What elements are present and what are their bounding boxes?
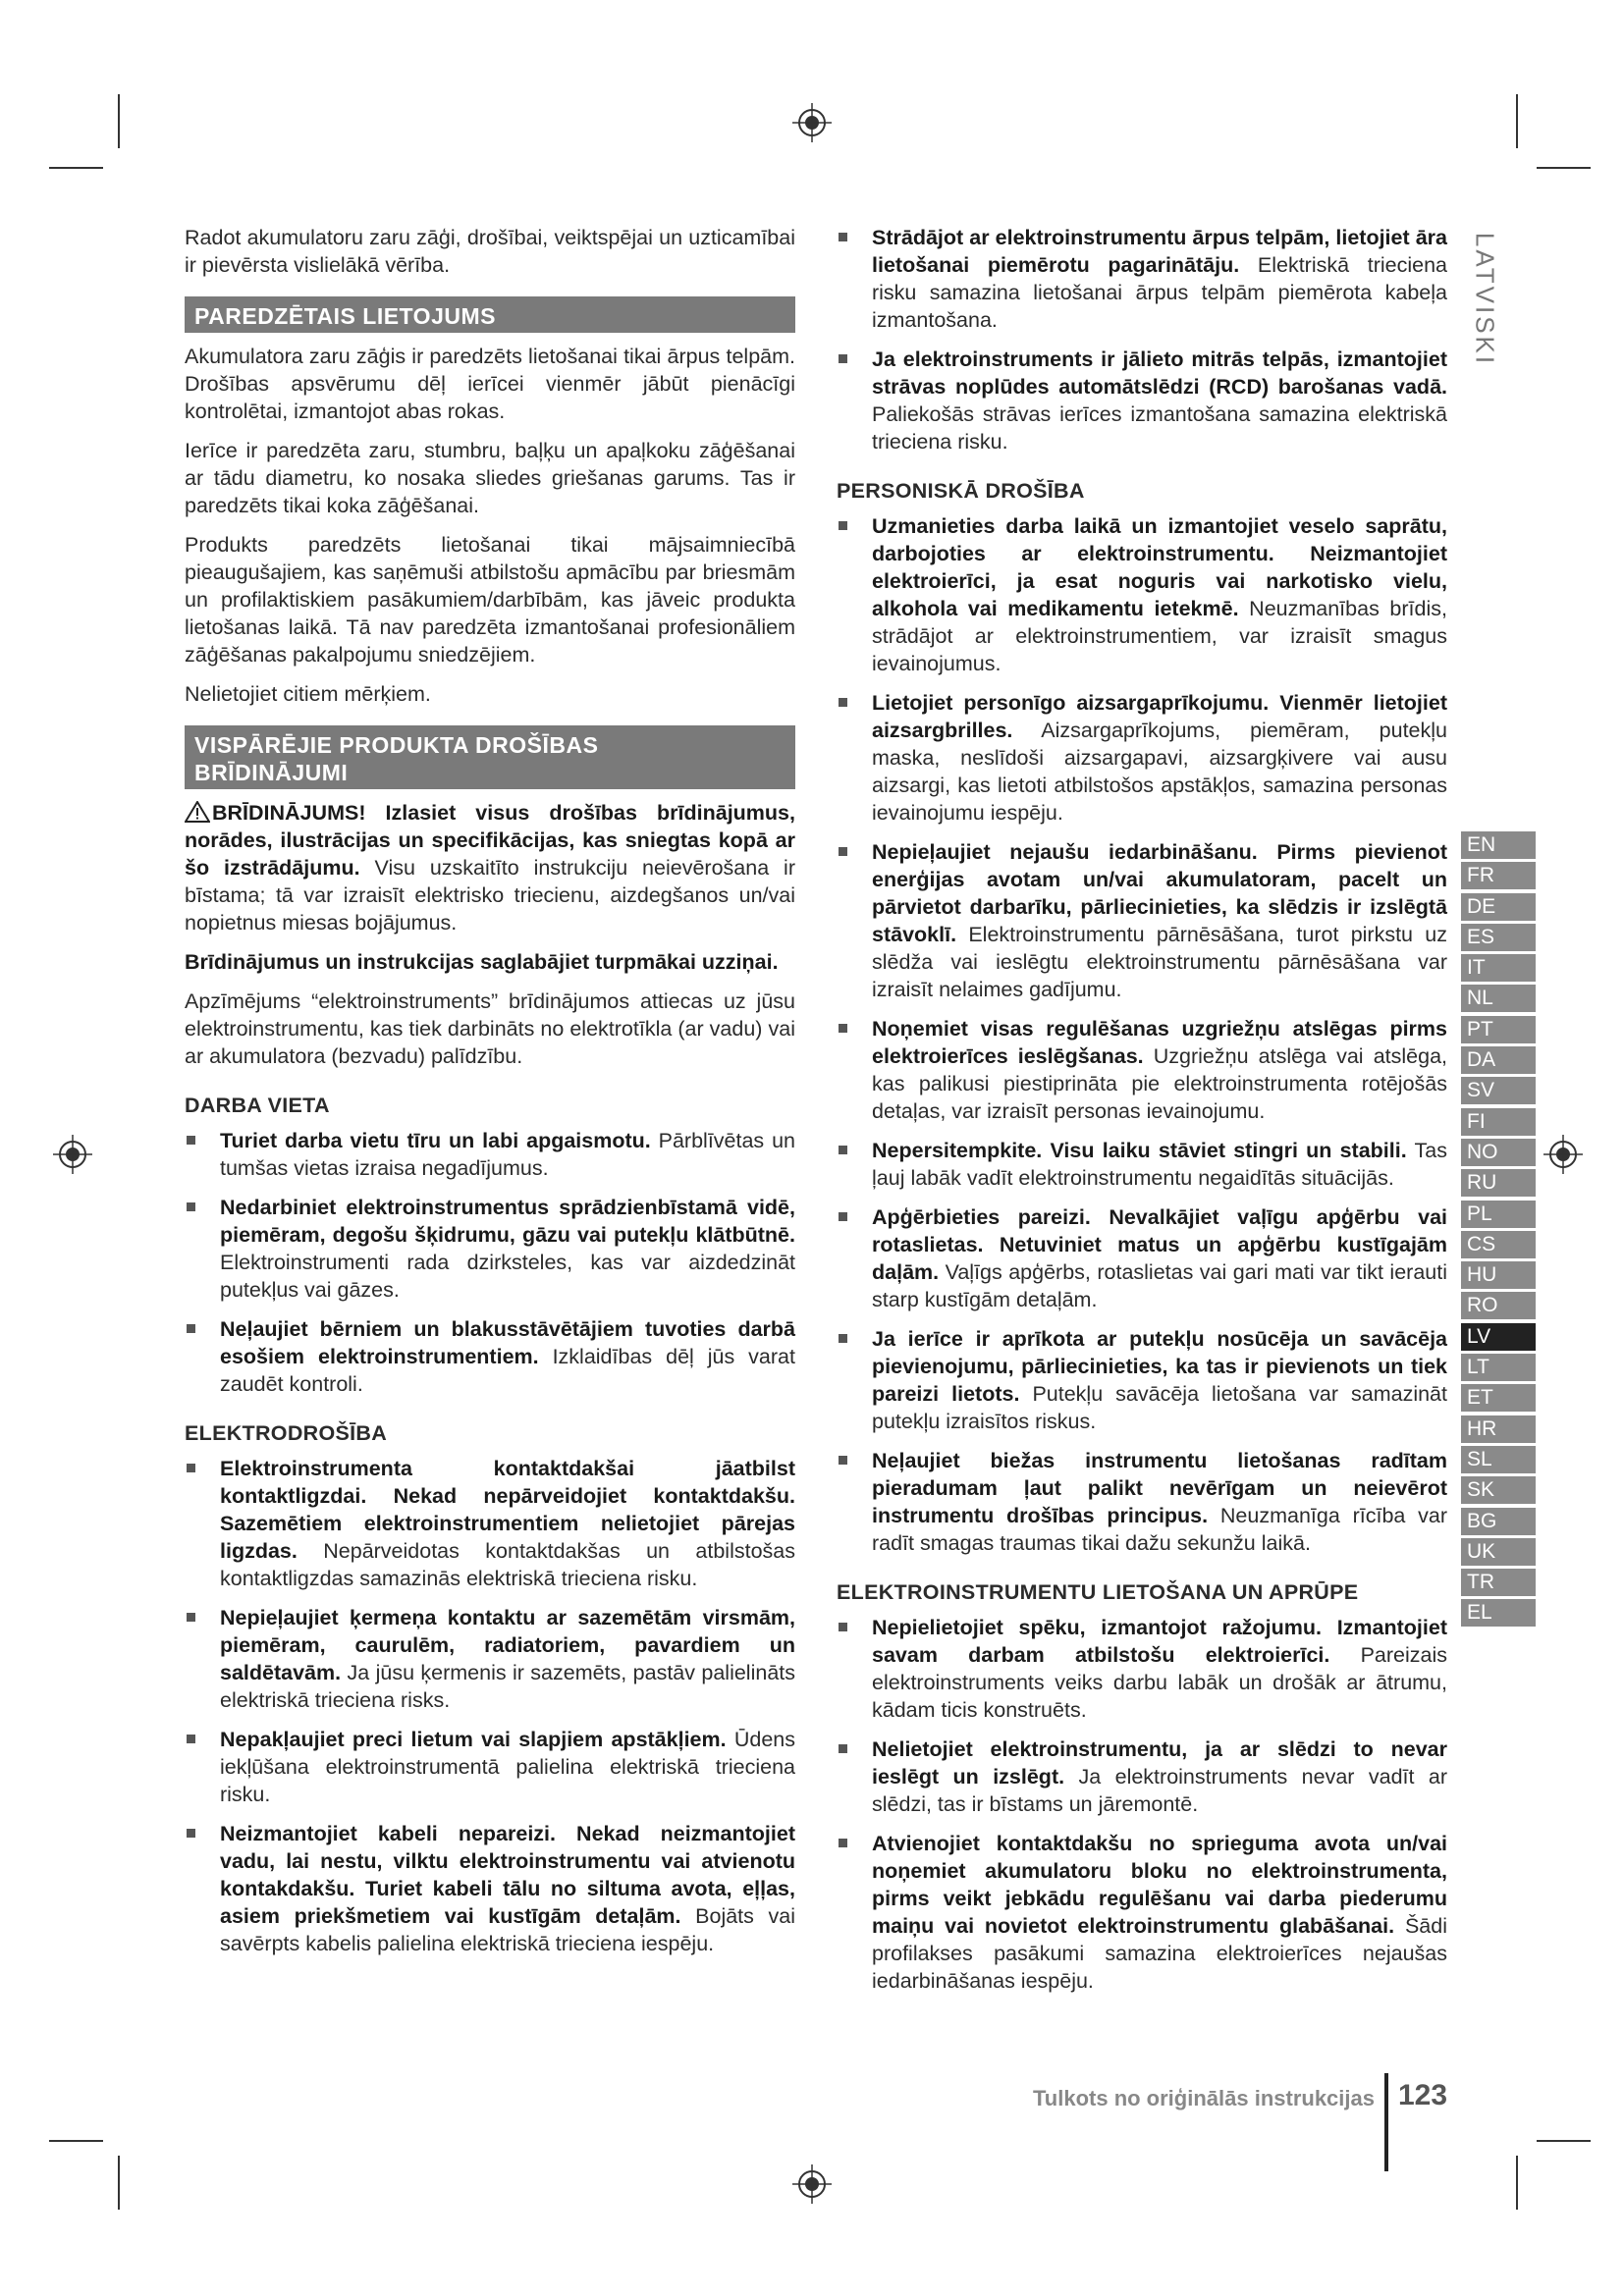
registration-mark-icon (792, 2164, 832, 2204)
right-column (837, 224, 1447, 2006)
footer-divider (1384, 2073, 1388, 2171)
registration-mark-icon (792, 103, 832, 142)
item-bold: Nelietojiet elektroinstrumentu, ja ar slēdzi to nevar ieslēgt un izslēgt. (872, 1737, 1447, 1789)
item-bold: Noņemiet visas regulēšanas uzgriežņu atslēgas pirms elektroierīces ieslēgšanas. (872, 1017, 1447, 1068)
personal-list (837, 512, 1447, 1557)
list-item (185, 1820, 795, 1957)
list-item (185, 1127, 795, 1182)
item-bold: Elektroinstrumenta kontaktdakšai jāatbilst kontaktligzdai. Nekad nepārveidojiet kontaktdakšu. Sazemētiem elektroinstrumentiem nelietojiet pārejas ligzdas. (220, 1457, 795, 1563)
item-text: Aizsargaprīkojums, piemēram, putekļu maska, neslīdoši aizsargapavi, aizsargķivere vai ausu aizsargi, kas lietoti atbilstošos apstākļos, samazina personas ievainojumu iespēju. (872, 719, 1447, 825)
item-text: Elektriskā trieciena risku samazina lietošanai ārpus telpām piemērota kabeļa izmantošana. (872, 253, 1447, 332)
list-item (837, 838, 1447, 1003)
keep-instructions: Brīdinājumus un instrukcijas saglabājiet turpmākai uzziņai. (185, 950, 779, 974)
subheading-personal-safety: PERSONISKĀ DROŠĪBA (837, 479, 1085, 503)
item-text: Elektroinstrumenti rada dzirksteles, kas var aizdedzināt putekļus vai gāzes. (220, 1251, 795, 1302)
list-item (837, 689, 1447, 827)
item-text: Vaļīgs apģērbs, rotaslietas vai gari mati var tikt ierauti starp kustīgām detaļām. (872, 1260, 1447, 1311)
list-item (837, 1735, 1447, 1818)
language-tab-de: DE (1461, 893, 1536, 921)
crop-mark (1537, 167, 1591, 169)
item-bold: Turiet darba vietu tīru un labi apgaismotu. (220, 1129, 651, 1152)
item-text: Ūdens iekļūšana elektroinstrumentā palielina elektriskā trieciena risku. (220, 1728, 795, 1806)
list-item (185, 1315, 795, 1398)
item-bold: Uzmanieties darba laikā un izmantojiet veselo saprātu, darbojoties ar elektroinstrumentu. Neizmantojiet elektroierīci, ja esat noguris vai narkotisko vielu, alkohola vai medikamentu ietekmē. (872, 514, 1447, 620)
term-definition: Apzīmējums “elektroinstruments” brīdinājumos attiecas uz jūsu elektroinstrumentu, kas tiek darbināts no elektrotīkla (ar vadu) vai ar akumulatora (bezvadu) palīdzību. (185, 989, 795, 1068)
tool-use-list (837, 1614, 1447, 1995)
language-tab-en: EN (1461, 831, 1536, 859)
registration-mark-icon (1543, 1135, 1583, 1174)
language-tabs (1461, 831, 1536, 1630)
subheading-electrical-safety: ELEKTRODROŠĪBA (185, 1421, 388, 1445)
intro-paragraph: Radot akumulatoru zaru zāģi, drošībai, veiktspējai un uzticamībai ir pievērsta vislielākā vērība. (185, 226, 795, 277)
paragraph: Nelietojiet citiem mērķiem. (185, 682, 431, 706)
language-tab-tr: TR (1461, 1569, 1536, 1596)
language-tab-uk: UK (1461, 1538, 1536, 1566)
section-heading-line: BRĪDINĀJUMI (194, 760, 349, 785)
list-item (185, 1455, 795, 1592)
language-tab-it: IT (1461, 954, 1536, 982)
language-tab-nl: NL (1461, 985, 1536, 1012)
crop-mark (1516, 2156, 1518, 2210)
item-text: Ja jūsu ķermenis ir sazemēts, pastāv palielināts elektriskā trieciena risks. (220, 1661, 795, 1712)
list-item (837, 1325, 1447, 1435)
work-area-list (185, 1127, 795, 1398)
item-text: Elektroinstrumentu pārnēsāšana, turot pirkstu uz slēdža vai ieslēgtu elektroinstrumentu pārnēsāšana var izraisīt nelaimes gadījumu. (872, 923, 1447, 1001)
list-item (837, 1137, 1447, 1192)
item-text: Pārblīvētas un tumšas vietas izraisa negadījumus. (220, 1129, 795, 1180)
language-tab-hu: HU (1461, 1261, 1536, 1289)
item-text: Bojāts vai savērpts kabelis palielina elektriskā trieciena iespēju. (220, 1904, 795, 1955)
item-bold: Nepieļaujiet nejaušu iedarbināšanu. Pirms pievienot enerģijas avotam un/vai akumulatoram, pacelt un pārvietot darbarīku, pārliecinieties, ka slēdzis ir izslēgtā stāvoklī. (872, 840, 1447, 946)
language-tab-da: DA (1461, 1046, 1536, 1074)
side-language-label (1465, 231, 1504, 368)
language-tab-ro: RO (1461, 1292, 1536, 1319)
item-text: Putekļu savācēja lietošana var samazināt putekļu izraisītos riskus. (872, 1382, 1447, 1433)
language-tab-sv: SV (1461, 1077, 1536, 1104)
outdoor-list (837, 224, 1447, 455)
item-text: Paliekošās strāvas ierīces izmantošana samazina elektriskā trieciena risku. (872, 402, 1447, 454)
language-tab-pt: PT (1461, 1016, 1536, 1043)
crop-mark (118, 94, 120, 148)
electrical-list (185, 1455, 795, 1957)
side-language-text: LATVISKI (1470, 232, 1500, 367)
language-tab-pl: PL (1461, 1201, 1536, 1228)
item-bold: Neizmantojiet kabeli nepareizi. Nekad neizmantojiet vadu, lai nestu, vilktu elektroinstrumentu vai atvienotu kontakdakšu. Turiet kabeli tālu no siltuma avota, eļļas, asiem priekšmetiem vai kustīgām detaļām. (220, 1822, 795, 1928)
list-item (837, 1015, 1447, 1125)
language-tab-ru: RU (1461, 1169, 1536, 1197)
section-heading-intended-use: PAREDZĒTAIS LIETOJUMS (185, 296, 795, 333)
warning-triangle-icon (185, 801, 210, 823)
item-bold: Strādājot ar elektroinstrumentu ārpus telpām, lietojiet āra lietošanai piemērotu pagarinātāju. (872, 226, 1447, 277)
language-tab-lv: LV (1461, 1323, 1536, 1351)
language-tab-es: ES (1461, 924, 1536, 951)
item-bold: Nepersitempkite. Visu laiku stāviet stingri un stabili. (872, 1139, 1407, 1162)
crop-mark (118, 2156, 120, 2210)
item-text: Pareizais elektroinstruments veiks darbu labāk un drošāk ar ātrumu, kādam ticis konstruēts. (872, 1643, 1447, 1722)
item-bold: Nepakļaujiet preci lietum vai slapjiem apstākļiem. (220, 1728, 727, 1751)
crop-mark (49, 2140, 103, 2142)
item-bold: Neļaujiet biežas instrumentu lietošanas radītam pieradumam ļaut palikt nevērīgam un neievērot instrumentu drošības principus. (872, 1449, 1447, 1527)
item-text: Ja elektroinstruments nevar vadīt ar slēdzi, tas ir bīstams un jāremontē. (872, 1765, 1448, 1816)
list-item (837, 224, 1447, 334)
list-item (837, 512, 1447, 677)
item-text: Tas ļauj labāk vadīt elektroinstrumentu negaidītās situācijās. (872, 1139, 1447, 1190)
item-bold: Apģērbieties pareizi. Nevalkājiet vaļīgu apģērbu vai rotaslietas. Netuviniet matus un apģērbu kustīgajām daļām. (872, 1205, 1447, 1284)
left-column (185, 224, 795, 1969)
item-text: Nepārveidotas kontaktdakšas un atbilstošas kontaktligzdas samazinās elektriskā trieciena risku. (220, 1539, 795, 1590)
language-tab-el: EL (1461, 1599, 1536, 1627)
footer-text: Tulkots no oriģinālās instrukcijas (1032, 2086, 1375, 2110)
item-bold: Nepieļaujiet ķermeņa kontaktu ar sazemētām virsmām, piemēram, caurulēm, radiatoriem, pavardiem un saldētavām. (220, 1606, 795, 1684)
item-bold: Nepielietojiet spēku, izmantojot ražojumu. Izmantojiet savam darbam atbilstošu elektroierīci. (872, 1616, 1447, 1667)
item-text: Neuzmanības brīdis, strādājot ar elektroinstrumentiem, var izraisīt smagus ievainojumus. (872, 597, 1447, 675)
item-bold: Atvienojiet kontaktdakšu no sprieguma avota un/vai noņemiet akumulatoru bloku no elektroinstrumenta, pirms veikt jebkādu regulēšanu vai darba piederumu maiņu vai novietot elektroinstrumentu glabāšanai. (872, 1832, 1447, 1938)
subheading-tool-use: ELEKTROINSTRUMENTU LIETOŠANA UN APRŪPE (837, 1580, 1359, 1604)
list-item (837, 1447, 1447, 1557)
page-number: 123 (1398, 2079, 1448, 2111)
list-item (185, 1194, 795, 1304)
language-tab-sk: SK (1461, 1476, 1536, 1504)
language-tab-fr: FR (1461, 862, 1536, 889)
item-bold: Nedarbiniet elektroinstrumentus sprādzienbīstamā vidē, piemēram, degošu šķidrumu, gāzu vai putekļu klātbūtnē. (220, 1196, 795, 1247)
item-bold: Neļaujiet bērniem un blakusstāvētājiem tuvoties darbā esošiem elektroinstrumentiem. (220, 1317, 795, 1368)
list-item (185, 1604, 795, 1714)
crop-mark (49, 167, 103, 169)
registration-mark-icon (53, 1135, 92, 1174)
language-tab-lt: LT (1461, 1354, 1536, 1381)
language-tab-cs: CS (1461, 1231, 1536, 1258)
paragraph: Akumulatora zaru zāģis ir paredzēts lietošanai tikai ārpus telpām. Drošības apsvērumu dēļ ierīcei vienmēr jābūt pienācīgi kontrolētai, izmantojot abas rokas. (185, 345, 795, 423)
paragraph: Produkts paredzēts lietošanai tikai mājsaimniecībā pieaugušajiem, kas saņēmuši atbilstošu apmācību par briesmām un profilaktiskiem pasākumiem/darbībām, kas jāveic produkta lietošanas laikā. Tā nav paredzēta izmantošanai profesionāliem zāģēšanas pakalpojumu sniedzējiem. (185, 533, 795, 667)
language-tab-hr: HR (1461, 1415, 1536, 1443)
list-item (837, 1203, 1447, 1313)
list-item (837, 1614, 1447, 1724)
item-bold: Ja elektroinstruments ir jālieto mitrās telpās, izmantojiet strāvas noplūdes automātslēdzi (RCD) barošanas vadā. (872, 347, 1447, 399)
item-bold: Ja ierīce ir aprīkota ar putekļu nosūcēja un savācēja pievienojumu, pārliecinieties, ka tas ir pievienots un tiek pareizi lietots. (872, 1327, 1447, 1406)
language-tab-fi: FI (1461, 1108, 1536, 1136)
language-tab-sl: SL (1461, 1446, 1536, 1473)
section-heading-safety-warnings (185, 725, 795, 789)
list-item (185, 1726, 795, 1808)
subheading-work-area: DARBA VIETA (185, 1094, 330, 1117)
language-tab-no: NO (1461, 1139, 1536, 1166)
item-text: Šādi profilakses pasākumi samazina elektroierīces nejaušas iedarbināšanas iespēju. (872, 1914, 1447, 1993)
section-heading-line: VISPĀRĒJIE PRODUKTA DROŠĪBAS (194, 732, 599, 758)
warning-bold: BRĪDINĀJUMS! Izlasiet visus drošības brīdinājumus, norādes, ilustrācijas un specifikācijas, kas sniegtas kopā ar šo izstrādājumu. (185, 801, 795, 880)
item-text: Neuzmanīga rīcība var radīt smagas traumas tikai dažu sekunžu laikā. (872, 1504, 1447, 1555)
crop-mark (1537, 2140, 1591, 2142)
item-text: Izklaidības dēļ jūs varat zaudēt kontroli. (220, 1345, 795, 1396)
language-tab-bg: BG (1461, 1508, 1536, 1535)
paragraph: Ierīce ir paredzēta zaru, stumbru, baļķu un apaļkoku zāģēšanai ar tādu diametru, ko nosaka sliedes griešanas garums. Tas ir paredzēts tikai koka zāģēšanai. (185, 439, 795, 517)
language-tab-et: ET (1461, 1384, 1536, 1412)
warning-paragraph (185, 799, 795, 936)
item-bold: Lietojiet personīgo aizsargaprīkojumu. Vienmēr lietojiet aizsargbrilles. (872, 691, 1447, 742)
crop-mark (1516, 94, 1518, 148)
warning-text: Visu uzskaitīto instrukciju neievērošana ir bīstama; tā var izraisīt elektrisko triecienu, aizdegšanos un/vai nopietnus miesas bojājumus. (185, 856, 795, 934)
list-item (837, 346, 1447, 455)
list-item (837, 1830, 1447, 1995)
item-text: Uzgriežņu atslēga vai atslēga, kas palikusi piestiprināta pie elektroinstrumenta rotējošās detaļas, var izraisīt personas ievainojumu. (872, 1044, 1447, 1123)
